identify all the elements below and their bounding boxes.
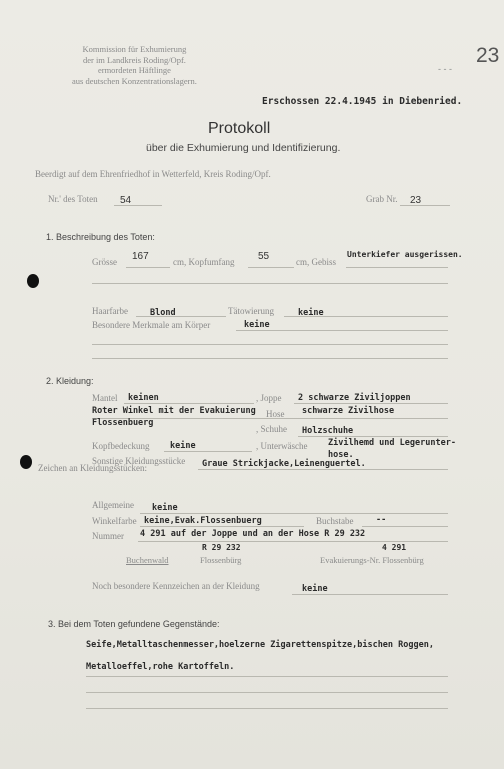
evacuation-number-label: Evakuierungs-Nr. Flossenbürg	[320, 555, 424, 565]
jacket-value: 2 schwarze Ziviljoppen	[298, 393, 411, 403]
winkel-color-value: keine,Evak.Flossenbuerg	[144, 516, 262, 526]
pants-value: schwarze Zivilhose	[302, 406, 395, 416]
page-subtitle: über die Exhumierung und Identifizierung.	[146, 142, 341, 154]
other-clothing-value: Graue Strickjacke,Leinenguertel.	[202, 459, 366, 469]
header-dash: - - -	[438, 64, 452, 74]
commission-line: aus deutschen Konzentrationslagern.	[72, 75, 197, 86]
other-marks-label: Noch besondere Kennzeichen an der Kleidung	[92, 581, 260, 591]
burial-line: Beerdigt auf dem Ehrenfriedhof in Wetterfeld, Kreis Roding/Opf.	[35, 169, 271, 179]
hair-label: Haarfarbe	[92, 306, 128, 316]
general-label: Allgemeine	[92, 500, 134, 510]
winkel-color-label: Winkelfarbe	[92, 516, 137, 526]
section3-heading: 3. Bei dem Toten gefundene Gegenstände:	[48, 619, 220, 629]
dead-number-value: 54	[120, 195, 132, 206]
dead-number-label: Nr.' des Toten	[48, 194, 98, 204]
coat-label: Mantel	[92, 393, 118, 403]
letter-value: --	[376, 515, 387, 525]
head-value: 55	[258, 251, 270, 262]
pants-label: Hose	[266, 409, 285, 419]
tattoo-label: Tätowierung	[228, 306, 274, 316]
jacket-label: , Joppe	[256, 393, 282, 403]
number-label: Nummer	[92, 531, 124, 541]
shoes-label: , Schuhe	[256, 424, 287, 434]
date-line: Erschossen 22.4.1945 in Diebenried.	[262, 96, 463, 107]
other-clothing-label: Sonstige Kleidungsstücke	[92, 456, 186, 466]
camp-buchenwald: Buchenwald	[126, 555, 169, 565]
commission-line: ermordeten Häftlinge	[97, 65, 171, 75]
page-title: Protokoll	[208, 120, 271, 137]
evacuation-number-value: 4 291	[382, 543, 407, 552]
hair-value: Blond	[150, 308, 176, 318]
punch-hole-bottom	[20, 455, 32, 469]
marks-value: keine	[244, 320, 270, 330]
grave-number-value: 23	[410, 195, 422, 206]
headwear-value: keine	[170, 441, 196, 451]
underwear-value-2: hose.	[328, 450, 354, 460]
size-value: 167	[132, 251, 149, 262]
general-value: keine	[152, 503, 178, 513]
commission-block	[72, 44, 197, 86]
items-line-2: Metalloeffel,rohe Kartoffeln.	[86, 662, 235, 672]
headwear-label: Kopfbedeckung	[92, 441, 150, 451]
size-unit: cm, Kopfumfang	[173, 257, 235, 267]
camp-flossenburg-number: R 29 232	[202, 543, 241, 552]
other-marks-value: keine	[302, 584, 328, 594]
page-number: 23	[476, 44, 500, 67]
size-label: Grösse	[92, 257, 117, 267]
flossenburg-note: Flossenbuerg	[92, 418, 154, 428]
camp-flossenburg: Flossenbürg	[200, 555, 242, 565]
winkel-value: Roter Winkel mit der Evakuierung	[92, 406, 256, 416]
grave-number-label: Grab Nr.	[366, 194, 398, 204]
number-value: 4 291 auf der Joppe und an der Hose R 29 232	[140, 529, 366, 539]
teeth-label: cm, Gebiss	[296, 257, 336, 267]
teeth-value: Unterkiefer ausgerissen.	[347, 250, 463, 259]
marks-label: Besondere Merkmale am Körper	[92, 320, 211, 330]
commission-line: der im Landkreis Roding/Opf.	[82, 54, 186, 65]
letter-label: Buchstabe	[316, 516, 354, 526]
items-line-1: Seife,Metalltaschenmesser,hoelzerne Zigarettenspitze,bischen Roggen,	[86, 640, 434, 650]
punch-hole-top	[27, 274, 39, 288]
marks-heading: Zeichen an Kleidungsstücken:	[38, 463, 147, 473]
section2-heading: 2. Kleidung:	[46, 376, 94, 386]
commission-line: Kommission für Exhumierung	[82, 44, 187, 54]
coat-value: keinen	[128, 393, 159, 403]
underwear-label: , Unterwäsche	[256, 441, 308, 451]
section1-heading: 1. Beschreibung des Toten:	[46, 232, 155, 242]
underwear-value: Zivilhemd und Legerunter-	[328, 438, 456, 448]
shoes-value: Holzschuhe	[302, 426, 354, 436]
tattoo-value: keine	[298, 308, 324, 318]
